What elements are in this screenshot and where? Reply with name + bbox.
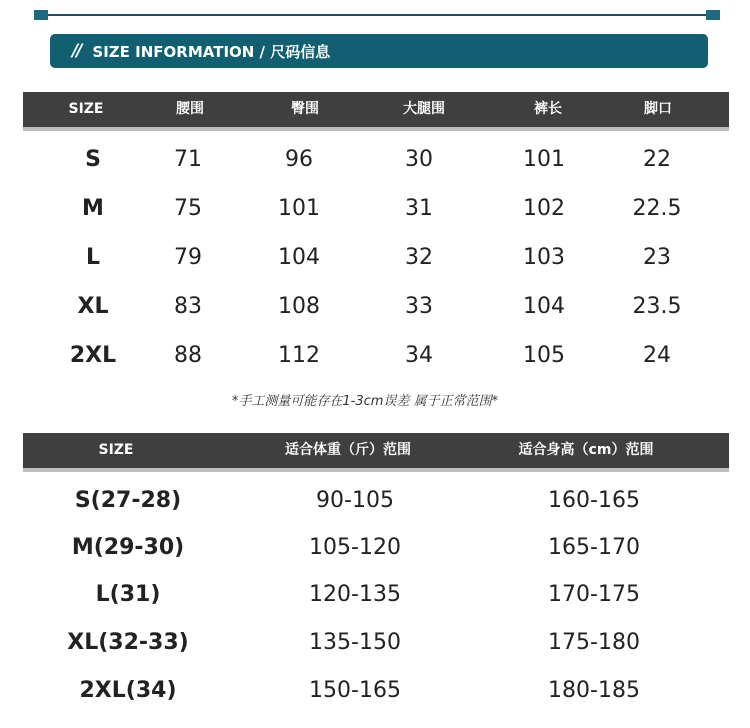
header-size: SIZE bbox=[68, 101, 104, 117]
table-row bbox=[23, 667, 729, 714]
leg-opening-value: 23.5 bbox=[632, 294, 682, 319]
height-range: 175-180 bbox=[548, 630, 640, 655]
waist-value: 79 bbox=[174, 245, 202, 270]
table-row bbox=[23, 477, 729, 524]
size-label: L(31) bbox=[95, 582, 161, 607]
table-row bbox=[23, 282, 729, 331]
size-label: M(29-30) bbox=[71, 535, 185, 560]
thigh-value: 31 bbox=[405, 196, 433, 221]
hip-value: 112 bbox=[278, 343, 320, 368]
waist-value: 88 bbox=[174, 343, 202, 368]
length-value: 104 bbox=[523, 294, 565, 319]
leg-opening-value: 23 bbox=[643, 245, 671, 270]
hip-value: 104 bbox=[278, 245, 320, 270]
size-label: 2XL(34) bbox=[79, 678, 177, 703]
length-value: 103 bbox=[523, 245, 565, 270]
double-slash-icon: // bbox=[72, 41, 81, 61]
size-label: S bbox=[85, 147, 101, 172]
height-range: 160-165 bbox=[548, 488, 640, 513]
size-label: 2XL bbox=[69, 343, 117, 368]
waist-value: 75 bbox=[174, 196, 202, 221]
banner-title: SIZE INFORMATION / 尺码信息 bbox=[92, 42, 331, 61]
waist-value: 71 bbox=[174, 147, 202, 172]
leg-opening-value: 24 bbox=[643, 343, 671, 368]
length-value: 101 bbox=[523, 147, 565, 172]
waist-value: 83 bbox=[174, 294, 202, 319]
size-label: M bbox=[82, 196, 104, 221]
header-waist: 腰围 bbox=[176, 101, 204, 117]
size-label: XL(32-33) bbox=[67, 630, 189, 655]
top-divider-line bbox=[36, 14, 720, 16]
thigh-value: 34 bbox=[405, 343, 433, 368]
table-row bbox=[23, 135, 729, 184]
leg-opening-value: 22 bbox=[643, 147, 671, 172]
size-label: XL bbox=[77, 294, 109, 319]
length-value: 102 bbox=[523, 196, 565, 221]
thigh-value: 32 bbox=[405, 245, 433, 270]
weight-range: 135-150 bbox=[309, 630, 401, 655]
header-weight: 适合体重（斤）范围 bbox=[285, 442, 411, 458]
height-range: 170-175 bbox=[548, 582, 640, 607]
header-leg-opening: 脚口 bbox=[644, 101, 672, 117]
length-value: 105 bbox=[523, 343, 565, 368]
divider-cap-left bbox=[34, 10, 48, 20]
hip-value: 108 bbox=[278, 294, 320, 319]
height-range: 180-185 bbox=[548, 678, 640, 703]
thigh-value: 30 bbox=[405, 147, 433, 172]
weight-range: 105-120 bbox=[309, 535, 401, 560]
divider-cap-right bbox=[706, 10, 720, 20]
header-thigh: 大腿围 bbox=[403, 101, 445, 117]
table-row bbox=[23, 619, 729, 666]
size-label: L bbox=[85, 245, 101, 270]
header-hip: 臀围 bbox=[291, 101, 319, 117]
measurement-note: *手工测量可能存在1-3cm误差 属于正常范围* bbox=[231, 394, 499, 409]
leg-opening-value: 22.5 bbox=[632, 196, 682, 221]
weight-range: 90-105 bbox=[316, 488, 394, 513]
size-table-header bbox=[23, 92, 729, 131]
header-size: SIZE bbox=[98, 442, 134, 458]
table-row bbox=[23, 571, 729, 618]
hip-value: 96 bbox=[285, 147, 313, 172]
weight-range: 120-135 bbox=[309, 582, 401, 607]
table-row bbox=[23, 233, 729, 282]
thigh-value: 33 bbox=[405, 294, 433, 319]
section-banner bbox=[50, 34, 708, 68]
header-height: 适合身高（cm）范围 bbox=[518, 442, 654, 458]
height-range: 165-170 bbox=[548, 535, 640, 560]
table-row bbox=[23, 331, 729, 380]
weight-range: 150-165 bbox=[309, 678, 401, 703]
table-row bbox=[23, 524, 729, 571]
fit-table-header bbox=[23, 433, 729, 472]
hip-value: 101 bbox=[278, 196, 320, 221]
size-label: S(27-28) bbox=[74, 488, 182, 513]
table-row bbox=[23, 184, 729, 233]
header-length: 裤长 bbox=[534, 101, 562, 117]
